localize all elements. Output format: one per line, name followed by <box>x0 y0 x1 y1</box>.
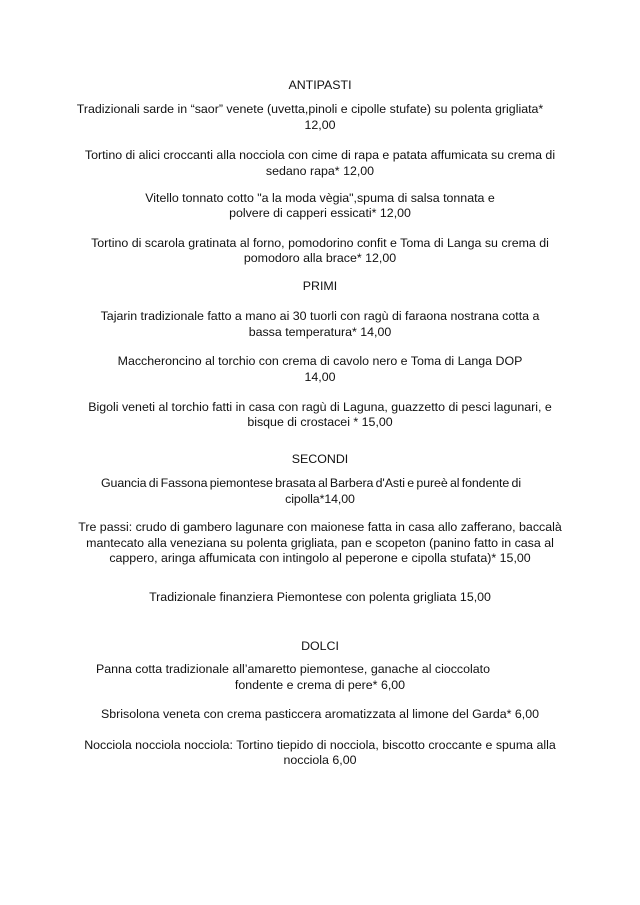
menu-item-line: Tajarin tradizionale fatto a mano ai 30 tuorli con ragù di faraona nostrana cotta a <box>100 309 540 323</box>
menu-item-line: fondente e crema di pere* 6,00 <box>234 678 406 692</box>
menu-item-line: mantecato alla veneziana su polenta grigliata, pan e scopeton (panino fatto in casa al <box>86 536 554 550</box>
section-title-dolci: DOLCI <box>301 639 339 653</box>
menu-item-line: Nocciola nocciola nocciola: Tortino tiepido di nocciola, biscotto croccante e spuma alla <box>84 738 556 752</box>
menu-item-line: Tortino di scarola gratinata al forno, pomodorino confit e Toma di Langa su crema di <box>91 236 549 250</box>
menu-item-line: 14,00 <box>304 370 336 384</box>
menu-item-line: Tre passi: crudo di gambero lagunare con maionese fatta in casa allo zafferano, baccalà <box>78 520 562 534</box>
menu-item-line: Bigoli veneti al torchio fatti in casa con ragù di Laguna, guazzetto di pesci lagunari, e <box>88 400 552 414</box>
menu-item-line: Panna cotta tradizionale all’amaretto piemontese, ganache al cioccolato <box>96 662 490 676</box>
menu-item-line: cappero, aringa affumicata con intingolo al peperone e cipolla stufata)* 15,00 <box>109 551 531 565</box>
menu-item-line: nocciola 6,00 <box>283 753 357 767</box>
menu-item-line: cipolla*14,00 <box>285 492 355 506</box>
section-title-primi: PRIMI <box>302 279 338 293</box>
menu-item-line: Tradizionale finanziera Piemontese con polenta grigliata 15,00 <box>149 590 491 604</box>
menu-item-line: Maccheroncino al torchio con crema di cavolo nero e Toma di Langa DOP <box>117 354 523 368</box>
menu-item-line: Tortino di alici croccanti alla nocciola con cime di rapa e patata affumicata su crema di <box>84 148 556 162</box>
menu-item-line: sedano rapa* 12,00 <box>265 164 375 178</box>
menu-item-line: polvere di capperi essicati* 12,00 <box>229 206 411 220</box>
menu-item-line: pomodoro alla brace* 12,00 <box>243 251 397 265</box>
menu-item-line: bisque di crostacei * 15,00 <box>247 415 393 429</box>
menu-item-line: bassa temperatura* 14,00 <box>248 325 392 339</box>
menu-item-line: Vitello tonnato cotto "a la moda vègia",spuma di salsa tonnata e <box>145 191 495 205</box>
section-title-secondi: SECONDI <box>291 452 349 466</box>
menu-item-line: Sbrisolona veneta con crema pasticcera aromatizzata al limone del Garda* 6,00 <box>100 707 540 721</box>
menu-item-line: Tradizionali sarde in “saor” venete (uvetta,pinoli e cipolle stufate) su polenta grigliata* <box>76 102 544 116</box>
section-title-antipasti: ANTIPASTI <box>288 78 352 92</box>
menu-item-line: Guancia di Fassona piemontese brasata al Barbera d'Asti e pureè al fondente di <box>101 476 521 490</box>
menu-item-line: 12,00 <box>304 118 336 132</box>
